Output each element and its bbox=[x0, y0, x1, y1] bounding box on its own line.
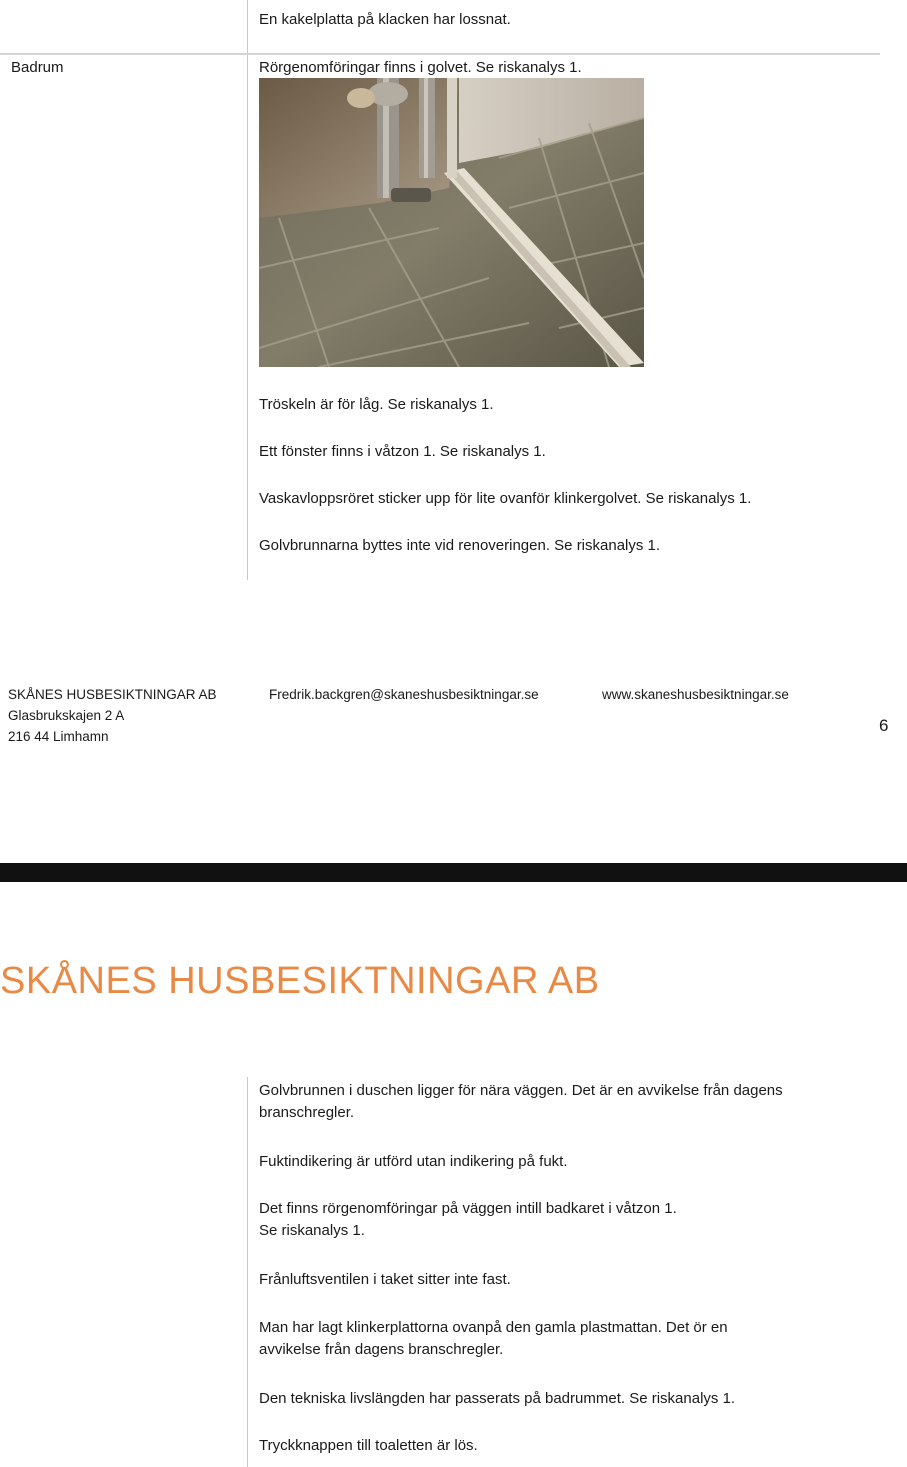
footer-email[interactable]: Fredrik.backgren@skaneshusbesiktningar.se bbox=[269, 687, 539, 702]
finding-text: Fuktindikering är utförd utan indikering på fukt. bbox=[259, 1153, 568, 1170]
finding-text: Tröskeln är för låg. Se riskanalys 1. bbox=[259, 396, 494, 413]
bathroom-floor-photo bbox=[259, 78, 644, 367]
footer-website[interactable]: www.skaneshusbesiktningar.se bbox=[602, 687, 789, 702]
finding-text: Vaskavloppsröret sticker upp för lite ovanför klinkergolvet. Se riskanalys 1. bbox=[259, 490, 752, 507]
table-column-divider bbox=[247, 0, 248, 54]
page-number: 6 bbox=[879, 716, 889, 735]
finding-text: Golvbrunnen i duschen ligger för nära väggen. Det är en avvikelse från dagens bbox=[259, 1082, 783, 1099]
finding-text: Den tekniska livslängden har passerats på badrummet. Se riskanalys 1. bbox=[259, 1390, 736, 1407]
footer-address-line1: Glasbrukskajen 2 A bbox=[8, 708, 125, 723]
finding-text: Frånluftsventilen i taket sitter inte fast. bbox=[259, 1271, 511, 1288]
table-column-divider bbox=[247, 1077, 248, 1467]
footer-address-line2: 216 44 Limhamn bbox=[8, 729, 109, 744]
brand-title: SKÅNES HUSBESIKTNINGAR AB bbox=[0, 960, 600, 1002]
finding-text: Ett fönster finns i våtzon 1. Se riskanalys 1. bbox=[259, 443, 546, 460]
finding-text: Det finns rörgenomföringar på väggen intill badkaret i våtzon 1. bbox=[259, 1200, 677, 1217]
finding-text: Tryckknappen till toaletten är lös. bbox=[259, 1437, 478, 1454]
top-note: En kakelplatta på klacken har lossnat. bbox=[259, 11, 511, 28]
finding-text: Man har lagt klinkerplattorna ovanpå den gamla plastmattan. Det ör en bbox=[259, 1319, 728, 1336]
page-break bbox=[0, 863, 907, 882]
finding-text: branschregler. bbox=[259, 1104, 355, 1121]
room-label: Badrum bbox=[11, 59, 64, 76]
finding-text: Golvbrunnarna byttes inte vid renoveringen. Se riskanalys 1. bbox=[259, 537, 661, 554]
table-column-divider bbox=[247, 55, 248, 580]
photo-caption: Rörgenomföringar finns i golvet. Se riskanalys 1. bbox=[259, 59, 582, 76]
table-row-divider bbox=[0, 53, 880, 55]
finding-text: avvikelse från dagens branschregler. bbox=[259, 1341, 504, 1358]
finding-text: Se riskanalys 1. bbox=[259, 1222, 365, 1239]
footer-company: SKÅNES HUSBESIKTNINGAR AB bbox=[8, 687, 217, 702]
